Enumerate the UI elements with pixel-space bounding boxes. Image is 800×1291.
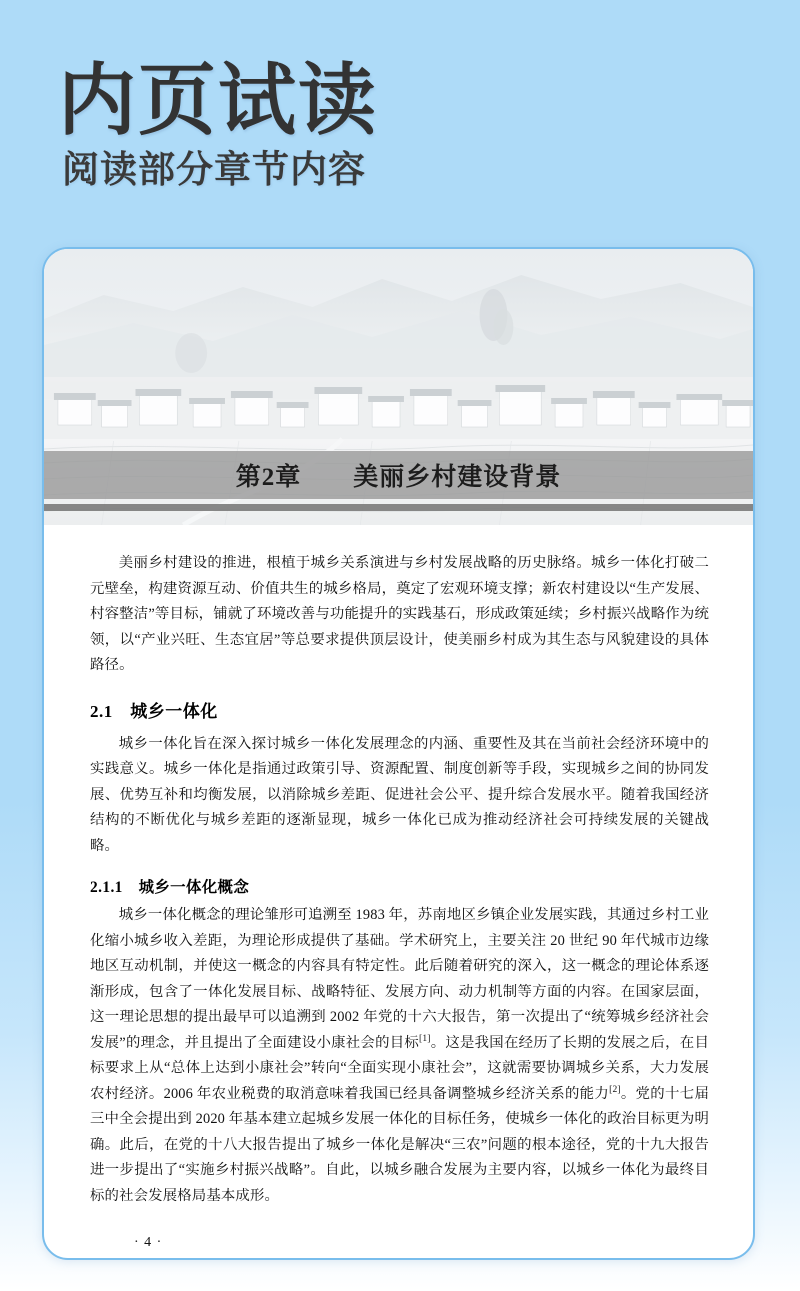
page-subtitle: 阅读部分章节内容 [62, 149, 366, 191]
chapter-title-bar [44, 451, 753, 499]
page-title: 内页试读 [58, 56, 379, 144]
chapter-divider-rule [44, 504, 753, 511]
citation-marker-2: [2] [609, 1084, 621, 1095]
section-2-1-paragraph: 城乡一体化旨在深入探讨城乡一体化发展理念的内涵、重要性及其在当前社会经济环境中的实践意义。城乡一体化是指通过政策引导、资源配置、制度创新等手段，实现城乡之间的协同发展、优势互补和均衡发展，以消除城乡差距、促进社会公平、提升综合发展水平。随着我国经济结构的不断优化与城乡差距的逐渐显现，城乡一体化已成为推动经济社会可持续发展的关键战略。 [90, 735, 709, 854]
intro-paragraph: 美丽乡村建设的推进，根植于城乡关系演进与乡村发展战略的历史脉络。城乡一体化打破二元壁垒，构建资源互动、价值共生的城乡格局，奠定了宏观环境支撑；新农村建设以“生产发展、村容整洁”等目标，铺就了环境改善与功能提升的实践基石，形成政策延续；乡村振兴战略作为统领，以“产业兴旺、生态宜居”等总要求提供顶层设计，使美丽乡村成为其生态与风貌建设的具体路径。 [90, 555, 709, 673]
subsection-2-1-1-paragraph [90, 903, 709, 1209]
paragraph-text-part-2: 。这是我国在经历了长期的发展之后，在目标要求上从“总体上达到小康社会”转向“全面实现小康社会”，这就需要协调城乡关系，大力发展农村经济。2006 年农业税费的取消意味着我国已经具备调整城乡经济关系的能力 [90, 1034, 710, 1102]
subsection-heading-2-1-1: 2.1.1 城乡一体化概念 [90, 879, 250, 896]
paragraph-text-part-1: 城乡一体化概念的理论雏形可追溯至 1983 年，苏南地区乡镇企业发展实践，其通过乡村工业化缩小城乡收入差距，为理论形成提供了基础。学术研究上，主要关注 20 世纪 90 年代城市边缘地区互动机制，并使这一概念的内容具有特定性。此后随着研究的深入，这一概念的理论体系逐渐形成，包含了一体化发展目标、战略特征、发展方向、动力机制等方面的内容。在国家层面，这一理论思想的提出最早可以追溯到 2002 年党的十六大报告，第一次提出了“统筹城乡经济社会发展”的理念，并且提出了全面建设小康社会的目标 [90, 907, 709, 1051]
paragraph-text-part-3: 。党的十七届三中全会提出到 2020 年基本建立起城乡发展一体化的目标任务，使城乡一体化的政治目标更为明确。此后，在党的十八大报告提出了城乡一体化是解决“三农”问题的根本途径，党的十九大报告进一步提出了“实施乡村振兴战略”。自此，以城乡融合发展为主要内容，以城乡一体化为最终目标的社会发展格局基本成形。 [90, 1085, 709, 1204]
book-page-card [42, 247, 755, 1260]
section-heading-2-1: 2.1 城乡一体化 [90, 701, 218, 721]
citation-marker-1: [1] [419, 1033, 431, 1044]
book-content [44, 525, 753, 1251]
page-number: · 4 · [134, 1235, 163, 1250]
chapter-banner [44, 249, 753, 525]
chapter-title: 第2章 美丽乡村建设背景 [235, 464, 562, 491]
page-header [58, 56, 738, 191]
